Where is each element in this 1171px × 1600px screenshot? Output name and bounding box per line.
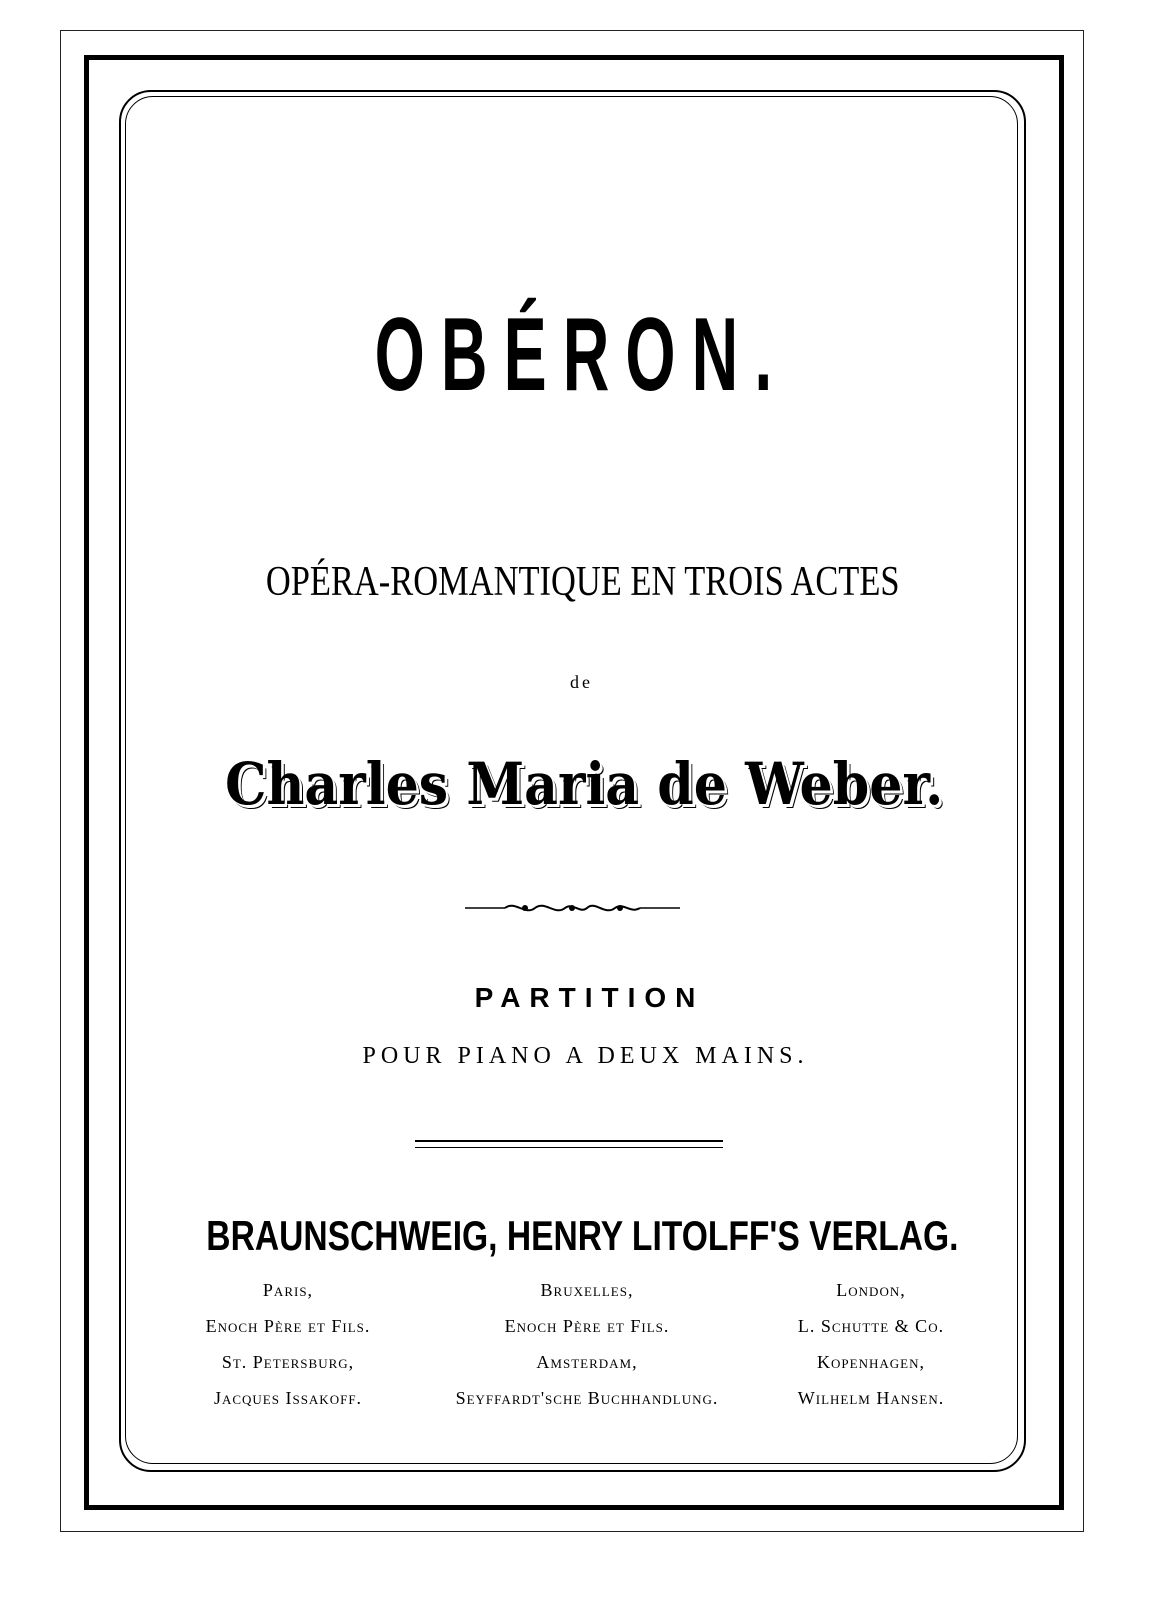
instrumentation: POUR PIANO A DEUX MAINS.: [362, 1043, 809, 1069]
subtitle: OPÉRA-ROMANTIQUE EN TROIS ACTES: [265, 559, 900, 605]
city: Bruxelles,: [540, 1280, 634, 1300]
agent-column-london: [706, 1272, 1036, 1416]
city: London,: [836, 1280, 906, 1300]
city: Amsterdam,: [536, 1352, 638, 1372]
city: Kopenhagen,: [817, 1352, 925, 1372]
double-rule: [415, 1140, 723, 1142]
double-rule: [415, 1147, 723, 1148]
agent-column-bruxelles: [422, 1272, 752, 1416]
city: Paris,: [262, 1280, 314, 1300]
agent: Wilhelm Hansen.: [797, 1388, 945, 1408]
agent: L. Schutte & Co.: [797, 1316, 945, 1336]
agent: Jacques Issakoff.: [213, 1388, 363, 1408]
agent-column-paris: [123, 1272, 453, 1416]
agent: Enoch Père et Fils.: [205, 1316, 371, 1336]
city: St. Petersburg,: [221, 1352, 355, 1372]
partition-heading: PARTITION: [474, 982, 705, 1013]
agent: Seyffardt'sche Buchhandlung.: [455, 1388, 719, 1408]
ornament-divider: [465, 898, 680, 918]
title: OBÉRON.: [374, 297, 789, 413]
by-label: de: [570, 672, 593, 692]
composer-name: Charles Maria de Weber.: [224, 750, 944, 818]
agent: Enoch Père et Fils.: [504, 1316, 670, 1336]
publisher: BRAUNSCHWEIG, HENRY LITOLFF'S VERLAG.: [206, 1212, 959, 1259]
